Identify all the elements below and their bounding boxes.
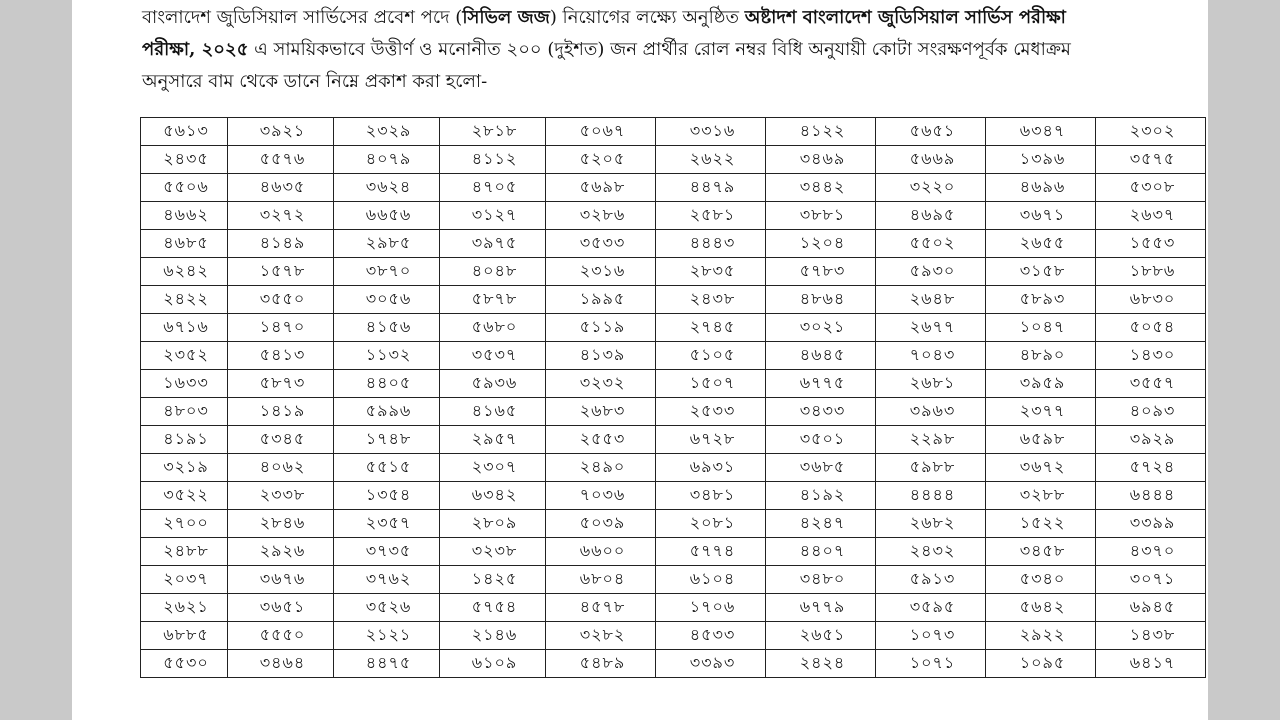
roll-number-cell: ২১৪৬ <box>440 622 546 650</box>
roll-number-cell: ৬৩৪২ <box>440 482 546 510</box>
roll-number-cell: ১৪৭০ <box>228 314 334 342</box>
roll-number-cell: ৫৬৫১ <box>876 118 986 146</box>
roll-number-cell: ১৫৭৮ <box>228 258 334 286</box>
table-row <box>141 174 1206 202</box>
roll-number-cell: ৬৮৮৫ <box>141 622 228 650</box>
exam-name: অষ্টাদশ বাংলাদেশ জুডিসিয়াল সার্ভিস পরীক্ষা <box>744 7 1066 28</box>
roll-number-cell: ২৬৩৭ <box>1096 202 1206 230</box>
roll-number-cell: ২৬৪৮ <box>876 286 986 314</box>
roll-number-cell: ৬৭২৮ <box>656 426 766 454</box>
roll-number-cell: ৫৬৪২ <box>986 594 1096 622</box>
roll-number-cell: ২৪২২ <box>141 286 228 314</box>
roll-number-cell: ১৩৫৪ <box>334 482 440 510</box>
roll-number-table <box>140 117 1206 678</box>
roll-number-cell: ৫৯৩০ <box>876 258 986 286</box>
roll-number-cell: ২৯২২ <box>986 622 1096 650</box>
roll-number-cell: ২৩০৭ <box>440 454 546 482</box>
roll-number-cell: ২৭০০ <box>141 510 228 538</box>
table-row <box>141 342 1206 370</box>
roll-number-cell: ৩৫৩৭ <box>440 342 546 370</box>
roll-number-cell: ৬১০৪ <box>656 566 766 594</box>
roll-number-cell: ১৭৪৮ <box>334 426 440 454</box>
roll-number-cell: ৪২৪৭ <box>766 510 876 538</box>
roll-number-cell: ৬৩৪৭ <box>986 118 1096 146</box>
roll-number-cell: ৪৪০৫ <box>334 370 440 398</box>
roll-number-cell: ৪৫৩৩ <box>656 622 766 650</box>
roll-number-cell: ১৪৩৮ <box>1096 622 1206 650</box>
roll-number-cell: ২৮০৯ <box>440 510 546 538</box>
roll-number-cell: ৫৫০৬ <box>141 174 228 202</box>
roll-number-cell: ৪৪৭৫ <box>334 650 440 678</box>
table-row <box>141 538 1206 566</box>
roll-number-cell: ৩৪৫৮ <box>986 538 1096 566</box>
roll-number-cell: ৪৬৩৫ <box>228 174 334 202</box>
roll-number-cell: ২৩৩৮ <box>228 482 334 510</box>
table-row <box>141 118 1206 146</box>
intro-line-3: অনুসারে বাম থেকে ডানে নিম্নে প্রকাশ করা হলো- <box>142 71 488 92</box>
roll-number-cell: ২৬২১ <box>141 594 228 622</box>
table-row <box>141 594 1206 622</box>
roll-number-cell: ২৮১৮ <box>440 118 546 146</box>
roll-number-cell: ৫১১৯ <box>546 314 656 342</box>
roll-number-cell: ৩৫২২ <box>141 482 228 510</box>
roll-number-cell: ৩৮৮১ <box>766 202 876 230</box>
roll-number-cell: ১৮৮৬ <box>1096 258 1206 286</box>
roll-number-cell: ২৪৩৮ <box>656 286 766 314</box>
roll-number-cell: ৫২০৫ <box>546 146 656 174</box>
roll-number-cell: ২৫৩৩ <box>656 398 766 426</box>
table-row <box>141 230 1206 258</box>
roll-number-cell: ২৬৭৭ <box>876 314 986 342</box>
roll-number-cell: ৬৭১৬ <box>141 314 228 342</box>
roll-number-cell: ২৪৩৫ <box>141 146 228 174</box>
roll-number-cell: ৩৯২১ <box>228 118 334 146</box>
roll-number-cell: ৬২৪২ <box>141 258 228 286</box>
roll-number-cell: ৩৯৭৫ <box>440 230 546 258</box>
intro-line-2: পরীক্ষা, ২০২৫ এ সাময়িকভাবে উত্তীর্ণ ও মনোনীত ২০০ (দুইশত) জন প্রার্থীর রোল নম্বর বিধি অনুযায়ী কোটা সংরক্ষণপূর্বক মেধাক্রম <box>142 39 1071 60</box>
roll-number-cell: ২১২১ <box>334 622 440 650</box>
roll-number-cell: ৩২১৯ <box>141 454 228 482</box>
roll-number-cell: ৩১৫৮ <box>986 258 1096 286</box>
roll-number-cell: ৫০৩৯ <box>546 510 656 538</box>
roll-number-cell: ৩৬৭৬ <box>228 566 334 594</box>
roll-number-cell: ১৯৯৫ <box>546 286 656 314</box>
roll-number-cell: ৬১০৯ <box>440 650 546 678</box>
roll-number-cell: ৩৪৬৪ <box>228 650 334 678</box>
roll-number-cell: ১৭০৬ <box>656 594 766 622</box>
roll-number-cell: ১৫৫৩ <box>1096 230 1206 258</box>
roll-number-cell: ৩৪৬৯ <box>766 146 876 174</box>
roll-number-cell: ৩০৭১ <box>1096 566 1206 594</box>
roll-number-cell: ২৩১৬ <box>546 258 656 286</box>
roll-number-cell: ৪৪০৭ <box>766 538 876 566</box>
roll-number-cell: ৫৪১৩ <box>228 342 334 370</box>
roll-number-cell: ৩৪৮১ <box>656 482 766 510</box>
roll-number-cell: ৩২৩৮ <box>440 538 546 566</box>
intro-line-1: বাংলাদেশ জুডিসিয়াল সার্ভিসের প্রবেশ পদে (সিভিল জজ) নিয়োগের লক্ষ্যে অনুষ্ঠিত অষ্টাদশ বাংলাদেশ জুডিসিয়াল সার্ভিস পরীক্ষা <box>142 7 1066 28</box>
roll-number-cell: ৩৫৭৫ <box>1096 146 1206 174</box>
roll-number-cell: ৬৯৪৫ <box>1096 594 1206 622</box>
roll-number-cell: ২৯৮৫ <box>334 230 440 258</box>
roll-number-cell: ৩৬৫১ <box>228 594 334 622</box>
roll-number-cell: ১২০৪ <box>766 230 876 258</box>
roll-number-cell: ৩৬৮৫ <box>766 454 876 482</box>
table-row <box>141 314 1206 342</box>
roll-number-cell: ৫৮৭৮ <box>440 286 546 314</box>
roll-number-cell: ১৪৩০ <box>1096 342 1206 370</box>
roll-number-cell: ৩৪৪২ <box>766 174 876 202</box>
roll-number-cell: ৪১৫৬ <box>334 314 440 342</box>
table-row <box>141 510 1206 538</box>
roll-number-cell: ৪৮৬৪ <box>766 286 876 314</box>
roll-number-cell: ৬৮৩০ <box>1096 286 1206 314</box>
roll-number-cell: ২৪৩২ <box>876 538 986 566</box>
roll-number-cell: ৪৬৯৬ <box>986 174 1096 202</box>
roll-number-cell: ৪০৯৩ <box>1096 398 1206 426</box>
table-row <box>141 146 1206 174</box>
roll-number-cell: ৭০৪৩ <box>876 342 986 370</box>
roll-number-cell: ৬৯৩১ <box>656 454 766 482</box>
roll-number-cell: ৪০৬২ <box>228 454 334 482</box>
roll-number-cell: ৫৫১৫ <box>334 454 440 482</box>
roll-number-cell: ৩৬২৪ <box>334 174 440 202</box>
roll-number-cell: ২৬৮৩ <box>546 398 656 426</box>
roll-number-cell: ২৯২৬ <box>228 538 334 566</box>
roll-number-cell: ১৩৯৬ <box>986 146 1096 174</box>
roll-number-cell: ৩৬৭২ <box>986 454 1096 482</box>
roll-number-cell: ৫৬৬৯ <box>876 146 986 174</box>
roll-number-cell: ৪৬৪৫ <box>766 342 876 370</box>
roll-number-cell: ৫১০৫ <box>656 342 766 370</box>
roll-number-cell: ৭০৩৬ <box>546 482 656 510</box>
roll-number-cell: ৪৮০৩ <box>141 398 228 426</box>
roll-number-cell: ৪৬৬২ <box>141 202 228 230</box>
roll-number-cell: ৩৪৮০ <box>766 566 876 594</box>
roll-number-cell: ৩৮৭০ <box>334 258 440 286</box>
roll-number-cell: ৪৬৮৫ <box>141 230 228 258</box>
roll-number-cell: ৬৬০০ <box>546 538 656 566</box>
roll-number-cell: ৪৬৯৫ <box>876 202 986 230</box>
roll-number-cell: ২৩০২ <box>1096 118 1206 146</box>
roll-number-cell: ৫৫৩০ <box>141 650 228 678</box>
roll-number-cell: ৫৬৯৮ <box>546 174 656 202</box>
roll-number-cell: ৩৫৯৫ <box>876 594 986 622</box>
roll-number-cell: ৫৯১৩ <box>876 566 986 594</box>
table-row <box>141 454 1206 482</box>
roll-number-cell: ৬৪৪৪ <box>1096 482 1206 510</box>
roll-number-cell: ৩৩৯৩ <box>656 650 766 678</box>
roll-number-cell: ৫৫৫০ <box>228 622 334 650</box>
roll-number-cell: ১০৭৩ <box>876 622 986 650</box>
roll-number-cell: ২৫৫৩ <box>546 426 656 454</box>
roll-number-cell: ৪১৪৯ <box>228 230 334 258</box>
table-row <box>141 286 1206 314</box>
roll-number-cell: ৪৪৪৪ <box>876 482 986 510</box>
roll-number-cell: ৪৭০৫ <box>440 174 546 202</box>
roll-number-cell: ১০৭১ <box>876 650 986 678</box>
roll-number-cell: ৩২৮২ <box>546 622 656 650</box>
roll-number-cell: ৩৩৯৯ <box>1096 510 1206 538</box>
roll-number-cell: ২০৩৭ <box>141 566 228 594</box>
roll-number-cell: ২৬৮২ <box>876 510 986 538</box>
exam-year: পরীক্ষা, ২০২৫ <box>142 39 249 60</box>
roll-number-cell: ৫৯৯৬ <box>334 398 440 426</box>
roll-number-cell: ৩০৫৬ <box>334 286 440 314</box>
roll-number-cell: ২৯৫৭ <box>440 426 546 454</box>
roll-number-cell: ৫৮৯৩ <box>986 286 1096 314</box>
roll-number-cell: ৪০৭৯ <box>334 146 440 174</box>
roll-number-cell: ৬৪১৭ <box>1096 650 1206 678</box>
roll-number-cell: ১৪১৯ <box>228 398 334 426</box>
table-row <box>141 650 1206 678</box>
roll-number-cell: ৫৪৮৯ <box>546 650 656 678</box>
table-row <box>141 622 1206 650</box>
table-row <box>141 566 1206 594</box>
roll-number-cell: ৫৭৮৩ <box>766 258 876 286</box>
roll-number-cell: ১৫০৭ <box>656 370 766 398</box>
roll-number-cell: ২৩৫৭ <box>334 510 440 538</box>
table-row <box>141 202 1206 230</box>
roll-number-cell: ৩৫৫৭ <box>1096 370 1206 398</box>
roll-number-cell: ৩২৩২ <box>546 370 656 398</box>
roll-number-cell: ৩২৮৬ <box>546 202 656 230</box>
intro-paragraph <box>142 2 1178 98</box>
roll-number-cell: ৩৯২৯ <box>1096 426 1206 454</box>
roll-number-cell: ৫০৬৭ <box>546 118 656 146</box>
roll-number-cell: ৩৫৩৩ <box>546 230 656 258</box>
roll-number-cell: ৩৫২৬ <box>334 594 440 622</box>
table-row <box>141 398 1206 426</box>
roll-number-cell: ৪০৪৮ <box>440 258 546 286</box>
roll-number-cell: ৬৬৫৬ <box>334 202 440 230</box>
roll-number-cell: ৫৫০২ <box>876 230 986 258</box>
roll-number-cell: ৬৭৭৯ <box>766 594 876 622</box>
roll-number-cell: ২০৮১ <box>656 510 766 538</box>
roll-number-cell: ২৮৪৬ <box>228 510 334 538</box>
roll-number-cell: ২৬৫১ <box>766 622 876 650</box>
roll-number-cell: ৩৫০১ <box>766 426 876 454</box>
document-page <box>72 0 1208 720</box>
roll-number-cell: ২৩২৯ <box>334 118 440 146</box>
roll-number-cell: ৫৫৭৬ <box>228 146 334 174</box>
roll-number-cell: ৩৯৬৩ <box>876 398 986 426</box>
roll-number-cell: ৩২৮৮ <box>986 482 1096 510</box>
roll-number-cell: ৫০৫৪ <box>1096 314 1206 342</box>
roll-number-cell: ২৮৩৫ <box>656 258 766 286</box>
roll-number-cell: ৫৭৫৪ <box>440 594 546 622</box>
roll-number-cell: ৩০২১ <box>766 314 876 342</box>
roll-number-cell: ২৫৮১ <box>656 202 766 230</box>
roll-number-cell: ৩২২০ <box>876 174 986 202</box>
roll-number-cell: ২৪৮৮ <box>141 538 228 566</box>
roll-number-cell: ২৪৯০ <box>546 454 656 482</box>
roll-number-cell: ৪৪৭৯ <box>656 174 766 202</box>
roll-number-cell: ৪১১২ <box>440 146 546 174</box>
roll-number-cell: ৫৩০৮ <box>1096 174 1206 202</box>
roll-number-cell: ৩৩১৬ <box>656 118 766 146</box>
roll-number-cell: ৩৯৫৯ <box>986 370 1096 398</box>
roll-number-cell: ৫৭২৪ <box>1096 454 1206 482</box>
roll-number-cell: ৫৬৮০ <box>440 314 546 342</box>
table-row <box>141 370 1206 398</box>
roll-number-cell: ৩৪৩৩ <box>766 398 876 426</box>
roll-number-cell: ৩১২৭ <box>440 202 546 230</box>
roll-number-cell: ২২৯৮ <box>876 426 986 454</box>
roll-number-cell: ৬৮০৪ <box>546 566 656 594</box>
roll-number-cell: ৫৮৭৩ <box>228 370 334 398</box>
roll-number-cell: ৩৫৫০ <box>228 286 334 314</box>
roll-number-cell: ৫৯৩৬ <box>440 370 546 398</box>
roll-number-cell: ৩৬৭১ <box>986 202 1096 230</box>
roll-number-cell: ৫৯৮৮ <box>876 454 986 482</box>
roll-number-cell: ৪৪৪৩ <box>656 230 766 258</box>
roll-number-cell: ২৪২৪ <box>766 650 876 678</box>
roll-number-cell: ৪১২২ <box>766 118 876 146</box>
roll-number-cell: ৫৬১৩ <box>141 118 228 146</box>
table-row <box>141 258 1206 286</box>
roll-number-cell: ৩২৭২ <box>228 202 334 230</box>
roll-number-cell: ২৭৪৫ <box>656 314 766 342</box>
roll-number-cell: ৬৭৭৫ <box>766 370 876 398</box>
roll-number-cell: ৪৫৭৮ <box>546 594 656 622</box>
roll-number-cell: ৪১৯২ <box>766 482 876 510</box>
roll-number-cell: ২৩৭৭ <box>986 398 1096 426</box>
roll-number-cell: ৪১৬৫ <box>440 398 546 426</box>
roll-number-cell: ১৫২২ <box>986 510 1096 538</box>
roll-number-cell: ২৬২২ <box>656 146 766 174</box>
roll-number-cell: ১০৪৭ <box>986 314 1096 342</box>
table-row <box>141 426 1206 454</box>
roll-number-cell: ২৬৮১ <box>876 370 986 398</box>
roll-number-cell: ৩৭৬২ <box>334 566 440 594</box>
roll-number-cell: ৬৫৯৮ <box>986 426 1096 454</box>
roll-number-cell: ৪৩৭০ <box>1096 538 1206 566</box>
roll-number-cell: ৪১৩৯ <box>546 342 656 370</box>
roll-number-cell: ১৬৩৩ <box>141 370 228 398</box>
roll-number-cell: ৫৭৭৪ <box>656 538 766 566</box>
roll-number-cell: ৫৩৪৫ <box>228 426 334 454</box>
roll-number-cell: ৫৩৪০ <box>986 566 1096 594</box>
roll-number-cell: ৩৭৩৫ <box>334 538 440 566</box>
roll-number-cell: ১১৩২ <box>334 342 440 370</box>
roll-number-cell: ২৬৫৫ <box>986 230 1096 258</box>
table-row <box>141 482 1206 510</box>
roll-number-cell: ১০৯৫ <box>986 650 1096 678</box>
roll-number-cell: ১৪২৫ <box>440 566 546 594</box>
post-name: সিভিল জজ <box>462 7 550 28</box>
roll-number-cell: ৪৮৯০ <box>986 342 1096 370</box>
roll-number-cell: ৪১৯১ <box>141 426 228 454</box>
roll-number-cell: ২৩৫২ <box>141 342 228 370</box>
